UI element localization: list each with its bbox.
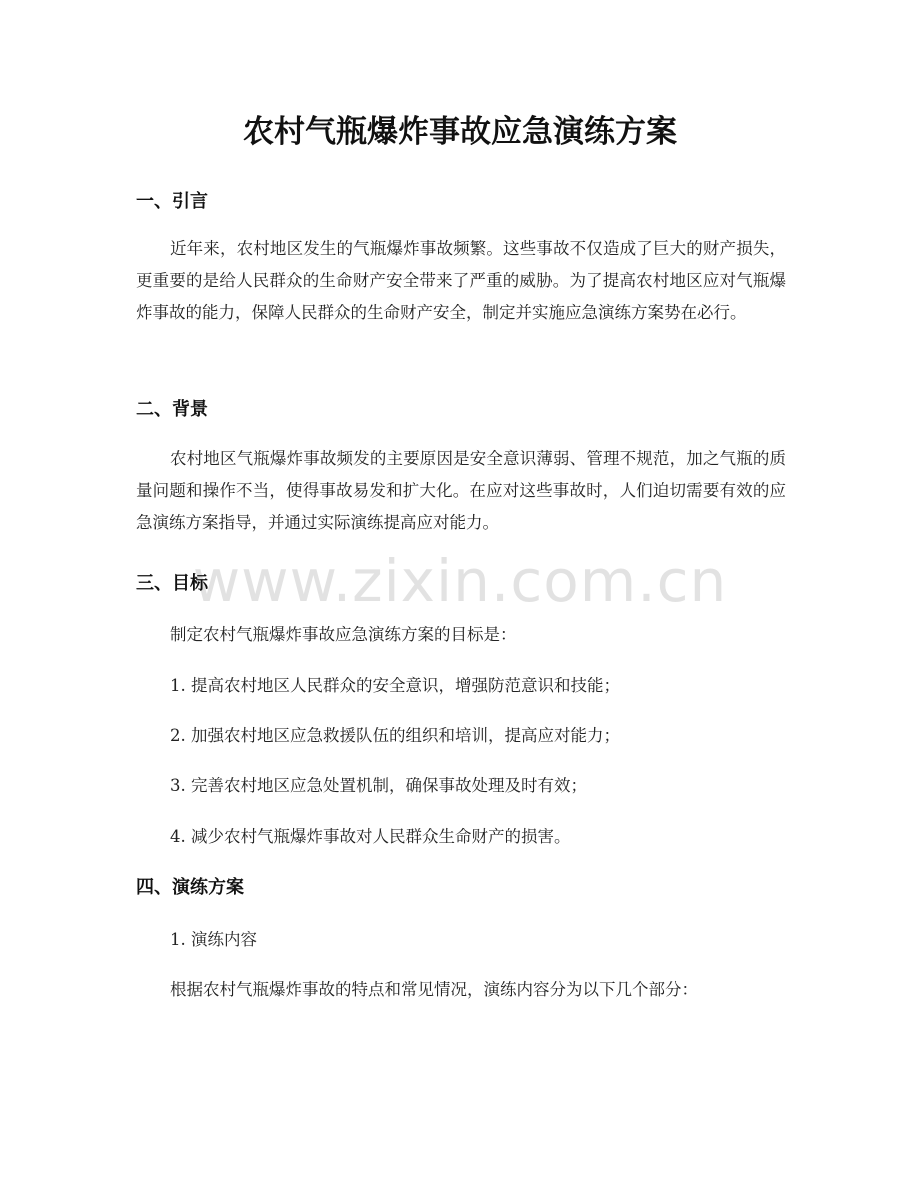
watermark-text: www.zixin.com.cn [192, 547, 728, 615]
section-heading-drill-plan: 四、演练方案 [136, 877, 244, 898]
drill-plan-subheading: 1. 演练内容 [170, 930, 257, 949]
goal-item: 3. 完善农村地区应急处置机制，确保事故处理及时有效； [170, 776, 587, 795]
section-heading-background: 二、背景 [136, 399, 208, 420]
drill-plan-paragraph: 根据农村气瓶爆炸事故的特点和常见情况，演练内容分为以下几个部分： [170, 980, 698, 999]
goals-intro: 制定农村气瓶爆炸事故应急演练方案的目标是： [170, 625, 517, 644]
section-heading-goals: 三、目标 [136, 573, 208, 594]
page-title: 农村气瓶爆炸事故应急演练方案 [243, 114, 677, 150]
introduction-paragraph: 近年来，农村地区发生的气瓶爆炸事故频繁。这些事故不仅造成了巨大的财产损失，更重要的是给人民群众的生命财产安全带来了严重的威胁。为了提高农村地区应对气瓶爆炸事故的能力，保障人民群众的生命财产安全，制定并实施应急演练方案势在必行。 [136, 239, 786, 322]
goal-item: 2. 加强农村地区应急救援队伍的组织和培训，提高应对能力； [170, 726, 620, 745]
goal-item: 4. 减少农村气瓶爆炸事故对人民群众生命财产的损害。 [170, 827, 571, 846]
background-paragraph: 农村地区气瓶爆炸事故频发的主要原因是安全意识薄弱、管理不规范，加之气瓶的质量问题和操作不当，使得事故易发和扩大化。在应对这些事故时，人们迫切需要有效的应急演练方案指导，并通过实际演练提高应对能力。 [136, 449, 786, 532]
goal-item: 1. 提高农村地区人民群众的安全意识，增强防范意识和技能； [170, 676, 620, 695]
section-heading-introduction: 一、引言 [136, 191, 208, 212]
